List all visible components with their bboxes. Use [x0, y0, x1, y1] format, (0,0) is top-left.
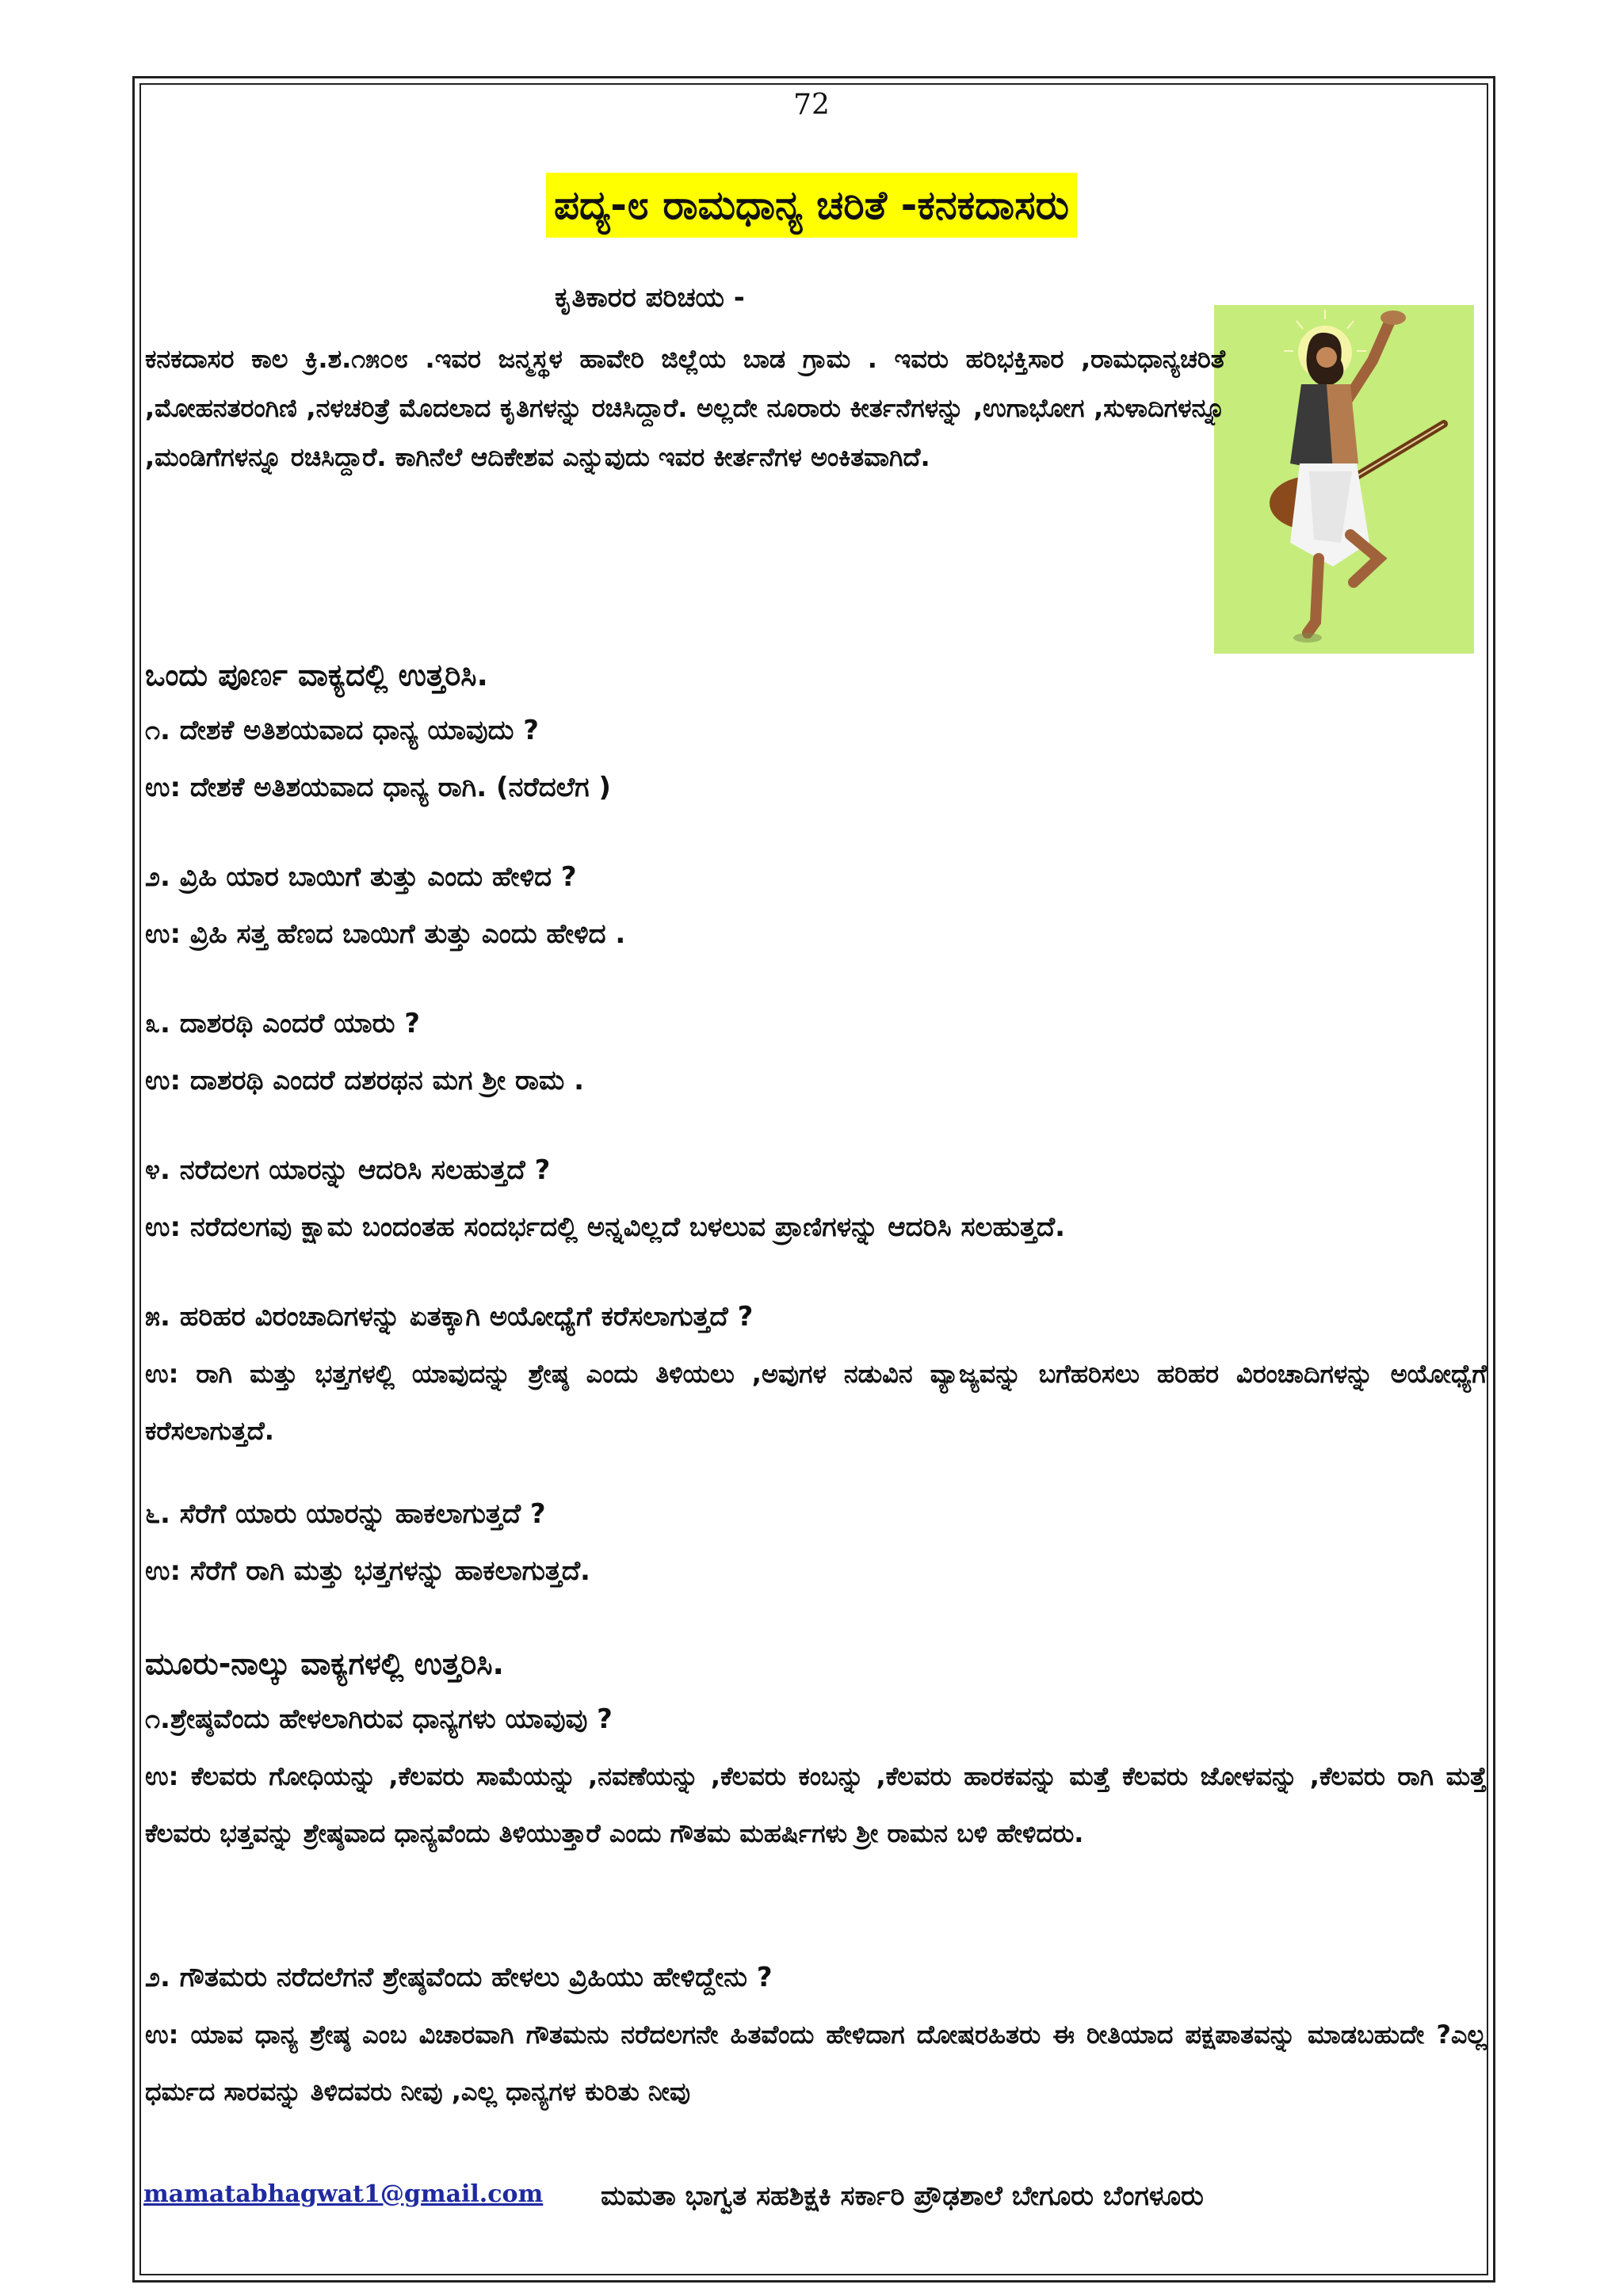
question-text: ೬. ಸೆರೆಗೆ ಯಾರು ಯಾರನ್ನು ಹಾಕಲಾಗುತ್ತದೆ ? [145, 1498, 546, 1530]
answer-text: ಉ: ನರೆದಲಗವು ಕ್ಷಾಮ ಬಂದಂತಹ ಸಂದರ್ಭದಲ್ಲಿ ಅನ್ನವಿಲ್ಲದೆ ಬಳಲುವ ಪ್ರಾಣಿಗಳನ್ನು ಆದರಿಸಿ ಸಲಹುತ್ತದೆ. [145, 1211, 1066, 1243]
qa-item [145, 1142, 1487, 1256]
section2-heading-block [145, 1635, 1487, 1692]
question-text: ೨. ವ್ರಿಹಿ ಯಾರ ಬಾಯಿಗೆ ತುತ್ತು ಎಂದು ಹೇಳಿದ ? [145, 861, 577, 893]
qa-item [145, 995, 1487, 1109]
qa-item [145, 702, 1487, 816]
answer-text: ಉ: ವ್ರಿಹಿ ಸತ್ತ ಹೆಣದ ಬಾಯಿಗೆ ತುತ್ತು ಎಂದು ಹೇಳಿದ . [145, 918, 626, 950]
question-text: ೧. ದೇಶಕೆ ಅತಿಶಯವಾದ ಧಾನ್ಯ ಯಾವುದು ? [145, 715, 540, 746]
question-text: ೫. ಹರಿಹರ ವಿರಂಚಾದಿಗಳನ್ನು ಏತಕ್ಕಾಗಿ ಅಯೋಧ್ಯೆಗೆ ಕರೆಸಲಾಗುತ್ತದೆ ? [145, 1301, 754, 1333]
qa-item [145, 1288, 1487, 1459]
title-container [0, 173, 1623, 238]
qa-item [145, 849, 1487, 963]
qa-item [145, 1486, 1487, 1600]
answer-text: ಉ: ಯಾವ ಧಾನ್ಯ ಶ್ರೇಷ್ಠ ಎಂಬ ವಿಚಾರವಾಗಿ ಗೌತಮನು ನರೆದಲಗನೇ ಹಿತವೆಂದು ಹೇಳಿದಾಗ ದೋಷರಹಿತರು ಈ ರೀತಿಯಾದ ಪಕ್ಷಪಾತವನ್ನು ಮಾಡಬಹುದೇ ?ಎಲ್ಲ ಧರ್ಮದ ಸಾರವನ್ನು ತಿಳಿದವರು ನೀವು ,ಎಲ್ಲ ಧಾನ್ಯಗಳ ಕುರಿತು ನೀವು [145, 2019, 1487, 2107]
poet-introduction-paragraph: ಕನಕದಾಸರ ಕಾಲ ಕ್ರಿ.ಶ.೧೫೦೮ .ಇವರ ಜನ್ಮಸ್ಥಳ ಹಾವೇರಿ ಜಿಲ್ಲೆಯ ಬಾಡ ಗ್ರಾಮ . ಇವರು ಹರಿಭಕ್ತಿಸಾರ ,ರಾಮಧಾನ್ಯಚರಿತೆ ,ಮೋಹನತರಂಗಿಣಿ ,ನಳಚರಿತ್ರೆ ಮೊದಲಾದ ಕೃತಿಗಳನ್ನು ರಚಿಸಿದ್ದಾರೆ. ಅಲ್ಲದೇ ನೂರಾರು ಕೀರ್ತನೆಗಳನ್ನು ,ಉಗಾಭೋಗ ,ಸುಳಾದಿಗಳನ್ನೂ ,ಮಂಡಿಗೆಗಳನ್ನೂ ರಚಿಸಿದ್ದಾರೆ. ಕಾಗಿನೆಲೆ ಆದಿಕೇಶವ ಎನ್ನುವುದು ಇವರ ಕೀರ್ತನೆಗಳ ಅಂಕಿತವಾಗಿದೆ. [145, 344, 1225, 472]
answer-text: ಉ: ರಾಗಿ ಮತ್ತು ಭತ್ತಗಳಲ್ಲಿ ಯಾವುದನ್ನು ಶ್ರೇಷ್ಠ ಎಂದು ತಿಳಿಯಲು ,ಅವುಗಳ ನಡುವಿನ ವ್ಯಾಜ್ಯವನ್ನು ಬಗೆಹರಿಸಲು ಹರಿಹರ ವಿರಂಚಾದಿಗಳನ್ನು ಅಯೋಧ್ಯೆಗೆ ಕರೆಸಲಾಗುತ್ತದೆ. [145, 1359, 1487, 1446]
answer-text: ಉ: ದಾಶರಥಿ ಎಂದರೆ ದಶರಥನ ಮಗ ಶ್ರೀ ರಾಮ . [145, 1065, 585, 1097]
page-number: 72 [793, 89, 830, 121]
section1-heading-block [145, 646, 1487, 704]
author-credit: ಮಮತಾ ಭಾಗ್ವತ ಸಹಶಿಕ್ಷಕಿ ಸರ್ಕಾರಿ ಪ್ರೌಢಶಾಲೆ ಬೇಗೂರು ಬೆಂಗಳೂರು [601, 2180, 1204, 2212]
qa-item [145, 1949, 1487, 2120]
section-heading: ಒಂದು ಪೂರ್ಣ ವಾಕ್ಯದಲ್ಲಿ ಉತ್ತರಿಸಿ. [145, 658, 488, 692]
answer-text: ಉ: ದೇಶಕೆ ಅತಿಶಯವಾದ ಧಾನ್ಯ ರಾಗಿ. (ನರೆದಲೆಗ ) [145, 772, 611, 803]
section-heading: ಮೂರು-ನಾಲ್ಕು ವಾಕ್ಯಗಳಲ್ಲಿ ಉತ್ತರಿಸಿ. [145, 1646, 504, 1681]
question-text: ೨. ಗೌತಮರು ನರೆದಲೆಗನೆ ಶ್ರೇಷ್ಠವೆಂದು ಹೇಳಲು ವ್ರಿಹಿಯು ಹೇಳಿದ್ದೇನು ? [145, 1962, 773, 1993]
question-text: ೩. ದಾಶರಥಿ ಎಂದರೆ ಯಾರು ? [145, 1008, 420, 1039]
answer-text: ಉ: ಸೆರೆಗೆ ರಾಗಿ ಮತ್ತು ಭತ್ತಗಳನ್ನು ಹಾಕಲಾಗುತ್ತದೆ. [145, 1555, 590, 1587]
answer-text: ಉ: ಕೆಲವರು ಗೋಧಿಯನ್ನು ,ಕೆಲವರು ಸಾಮೆಯನ್ನು ,ನವಣೆಯನ್ನು ,ಕೆಲವರು ಕಂಬನ್ನು ,ಕೆಲವರು ಹಾರಕವನ್ನು ಮತ್ತೆ ಕೆಲವರು ಜೋಳವನ್ನು ,ಕೆಲವರು ರಾಗಿ ಮತ್ತೆ ಕೆಲವರು ಭತ್ತವನ್ನು ಶ್ರೇಷ್ಠವಾದ ಧಾನ್ಯವೆಂದು ತಿಳಿಯುತ್ತಾರೆ ಎಂದು ಗೌತಮ ಮಹರ್ಷಿಗಳು ಶ್ರೀ ರಾಮನ ಬಳಿ ಹೇಳಿದರು. [145, 1761, 1487, 1848]
question-text: ೪. ನರೆದಲಗ ಯಾರನ್ನು ಆದರಿಸಿ ಸಲಹುತ್ತದೆ ? [145, 1154, 551, 1186]
kanakadasa-illustration [1214, 305, 1474, 654]
author-email-link[interactable]: mamatabhagwat1@gmail.com [143, 2180, 544, 2208]
lesson-title: ಪದ್ಯ-೮ ರಾಮಧಾನ್ಯ ಚರಿತೆ -ಕನಕದಾಸರು [546, 173, 1077, 238]
qa-item [145, 1691, 1487, 1862]
question-text: ೧.ಶ್ರೇಷ್ಠವೆಂದು ಹೇಳಲಾಗಿರುವ ಧಾನ್ಯಗಳು ಯಾವುವು ? [145, 1703, 613, 1735]
poet-portrait-image [1214, 305, 1474, 654]
intro-heading: ಕೃತಿಕಾರರ ಪರಿಚಯ - [555, 282, 745, 314]
